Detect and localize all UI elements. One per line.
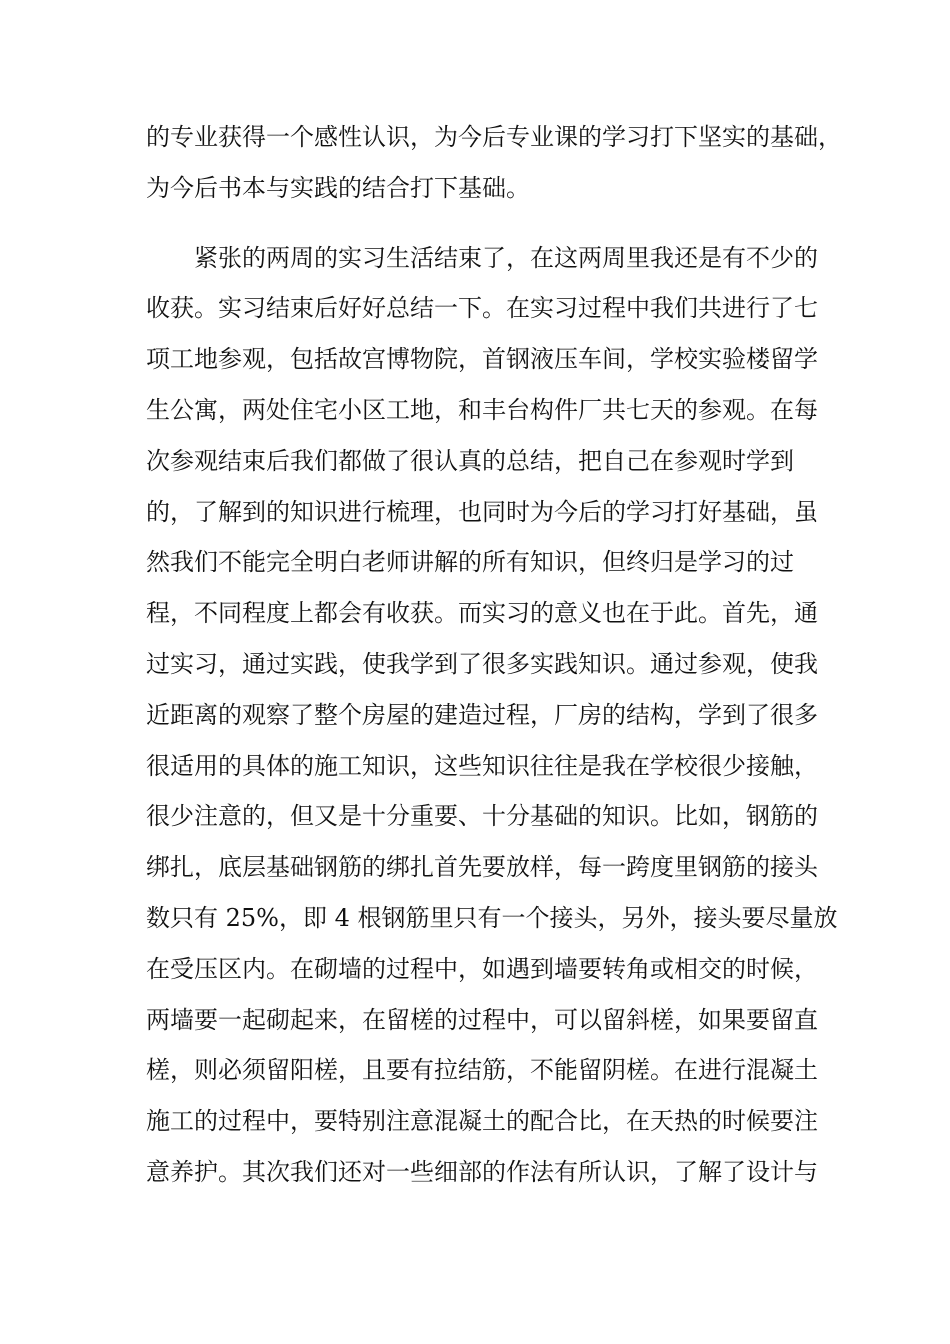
body-text xyxy=(146,112,842,1198)
text-line: 绑扎，底层基础钢筋的绑扎首先要放样，每一跨度里钢筋的接头 xyxy=(146,853,818,882)
text-line: 为今后书本与实践的结合打下基础。 xyxy=(146,173,530,202)
text-line: 过实习，通过实践，使我学到了很多实践知识。通过参观，使我 xyxy=(146,649,818,678)
text-line: 收获。实习结束后好好总结一下。在实习过程中我们共进行了七 xyxy=(146,294,818,323)
text-line: 很少注意的，但又是十分重要、十分基础的知识。比如，钢筋的 xyxy=(146,802,818,831)
text-line: 项工地参观，包括故宫博物院，首钢液压车间，学校实验楼留学 xyxy=(146,345,818,374)
text-line: 次参观结束后我们都做了很认真的总结，把自己在参观时学到 xyxy=(146,446,794,475)
text-line: 的，了解到的知识进行梳理，也同时为今后的学习打好基础，虽 xyxy=(146,497,818,526)
text-line: 槎，则必须留阳槎，且要有拉结筋，不能留阴槎。在进行混凝土 xyxy=(146,1056,818,1085)
text-line: 两墙要一起砌起来，在留槎的过程中，可以留斜槎，如果要留直 xyxy=(146,1005,818,1034)
text-line: 生公寓，两处住宅小区工地，和丰台构件厂共七天的参观。在每 xyxy=(146,395,818,424)
text-line: 近距离的观察了整个房屋的建造过程，厂房的结构，学到了很多 xyxy=(146,700,818,729)
text-line: 很适用的具体的施工知识，这些知识往往是我在学校很少接触， xyxy=(146,751,818,780)
text-line: 紧张的两周的实习生活结束了，在这两周里我还是有不少的 xyxy=(194,243,818,272)
text-line: 数只有 25%，即 4 根钢筋里只有一个接头，另外，接头要尽量放 xyxy=(146,903,838,932)
text-line: 程，不同程度上都会有收获。而实习的意义也在于此。首先，通 xyxy=(146,599,818,628)
paragraph-2 xyxy=(146,233,838,1198)
text-line: 意养护。其次我们还对一些细部的作法有所认识，了解了设计与 xyxy=(146,1157,818,1186)
text-line: 施工的过程中，要特别注意混凝土的配合比，在天热的时候要注 xyxy=(146,1107,818,1136)
paragraph-1 xyxy=(146,112,842,214)
text-line: 然我们不能完全明白老师讲解的所有知识，但终归是学习的过 xyxy=(146,548,794,577)
text-line: 在受压区内。在砌墙的过程中，如遇到墙要转角或相交的时候， xyxy=(146,954,818,983)
text-line: 的专业获得一个感性认识，为今后专业课的学习打下坚实的基础， xyxy=(146,123,842,151)
paragraph-spacer xyxy=(146,214,816,233)
